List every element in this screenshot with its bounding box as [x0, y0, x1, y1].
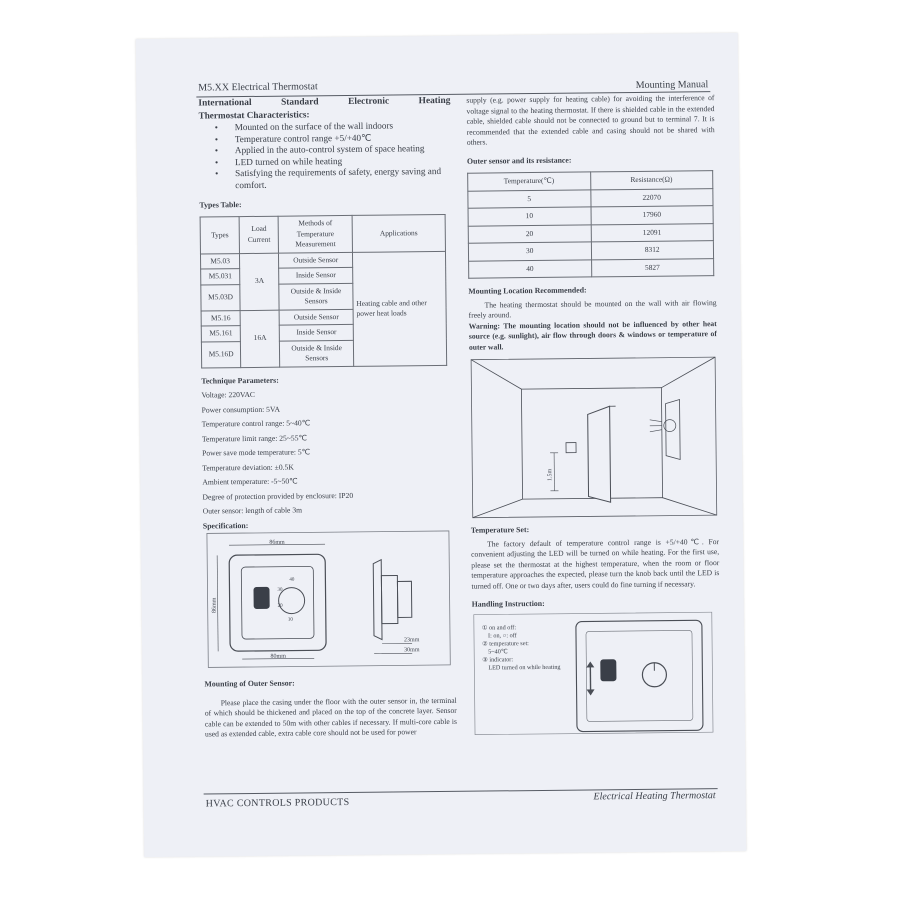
temperature-set-text: The factory default of temperature control range is +5/+40℃. For convenient adjusting the LED will be turned on while heating. For the first use, please set the thermostat at the highest temperature, when the room or floor temperature approaches the expected, please turn the knob back until the LED is turned off. One or two days after, users could do fine turning if necessary. — [471, 536, 720, 591]
table-row — [469, 258, 714, 278]
table-cell: M5.161 — [201, 326, 240, 342]
types-table-title: Types Table: — [199, 199, 242, 210]
table-header: Resistance(Ω) — [590, 171, 713, 190]
table-cell: Outside & Inside Sensors — [280, 340, 354, 367]
footer-right: Electrical Heating Thermostat — [593, 790, 716, 803]
feature-list — [199, 120, 452, 192]
outer-sensor-text: Please place the casing under the floor with the outer sensor in, the terminal of which should be thickened and placed on the top of the concrete layer. Sensor cable can be extended to 50m with other cables if necessary. If multi-core cable is used as extended cable, extra cable core should not be used for power — [204, 695, 457, 739]
warning-text: Warning: The mounting location should not be influenced by other heat source (e.g. sunlight), air flow through doors & windows or temperature of outer wall. — [468, 318, 717, 352]
resistance-title: Outer sensor and its resistance: — [466, 155, 572, 166]
table-cell: 8312 — [591, 241, 714, 260]
continuation-text: supply (e.g. power supply for heating cable) for avoiding the interference of voltage signal to the heating thermostat. If there is shielded cable in the extended cable, shielded cable should not be connected to ground but to terminal 7. It is recommended that the extended cable and casing should not be shared with others. — [466, 93, 715, 147]
specification-drawing — [203, 529, 456, 670]
dial-mark: 10 — [287, 617, 293, 623]
dim-height-label: 86mm — [211, 597, 218, 614]
tech-param: Temperature deviation: ±0.5K — [202, 462, 294, 473]
handling-panel — [472, 610, 721, 739]
dim-side-label: 30mm — [404, 647, 420, 654]
feature-item: • Mounted on the surface of the wall indoors — [199, 120, 451, 134]
tech-param: Temperature limit range: 25~55℃ — [201, 432, 308, 444]
table-row — [200, 215, 445, 254]
table-cell: Inside Sensor — [280, 324, 354, 340]
table-header: Types — [200, 217, 240, 254]
table-cell: M5.16D — [201, 341, 240, 367]
handling-item: ③ indicator: — [482, 655, 514, 664]
dial-mark: 20 — [277, 603, 283, 609]
dim-inner-label: 80mm — [270, 653, 286, 660]
table-cell: 16A — [240, 310, 280, 367]
feature-item: • LED turned on while heating — [199, 155, 451, 169]
table-cell: 10 — [468, 207, 591, 226]
table-cell: 5827 — [591, 258, 714, 277]
table-header: Applications — [352, 215, 446, 252]
tech-param: Ambient temperature: -5~50℃ — [202, 476, 298, 487]
feature-item: • Satisfying the requirements of safety, energy saving and comfort. — [199, 166, 451, 192]
table-cell: M5.03 — [200, 253, 239, 269]
outer-sensor-title: Mounting of Outer Sensor: — [204, 678, 295, 689]
left-column — [198, 96, 457, 740]
temperature-set-title: Temperature Set: — [470, 525, 530, 535]
manual-sheet — [136, 33, 747, 857]
table-cell: Outside Sensor — [279, 252, 353, 268]
main-title: International Standard Electronic Heating — [198, 95, 451, 109]
dim-depth-label: 23mm — [404, 637, 420, 644]
dial-mark: 30 — [277, 587, 283, 593]
handling-notes — [482, 623, 572, 672]
table-cell: Inside Sensor — [279, 267, 353, 283]
dim-width-label: 86mm — [269, 539, 285, 546]
dial-mark: 40 — [289, 577, 295, 583]
table-cell: 22070 — [590, 188, 713, 207]
feature-item: • Applied in the auto-control system of space heating — [199, 143, 451, 157]
tech-param: Voltage: 220VAC — [201, 390, 256, 400]
room-diagram — [469, 355, 719, 520]
tech-param: Power save mode temperature: 5℃ — [202, 447, 311, 458]
table-header: Load Current — [239, 216, 279, 253]
table-cell: 30 — [468, 242, 591, 261]
table-cell: Outside & Inside Sensors — [279, 283, 353, 310]
types-table — [200, 214, 448, 368]
handling-item: ① on and off: — [481, 623, 517, 632]
tech-param: Power consumption: 5VA — [201, 404, 281, 415]
handling-item: ② temperature set: — [482, 639, 529, 648]
table-header: Methods of Temperature Measurement — [278, 215, 352, 252]
handling-item: LED turned on while heating — [488, 663, 561, 672]
height-label: 1.5m — [547, 468, 554, 481]
table-cell: Heating cable and other power heat loads — [352, 251, 446, 366]
table-cell: 5 — [468, 189, 591, 208]
table-row — [200, 251, 445, 269]
table-cell: M5.031 — [201, 269, 240, 285]
table-cell: M5.03D — [201, 284, 240, 310]
technique-title: Technique Parameters: — [201, 375, 279, 386]
table-cell: 12091 — [591, 223, 714, 242]
tech-param: Temperature control range: 5~40℃ — [201, 418, 311, 429]
table-header: Temperature(℃) — [468, 172, 591, 191]
technique-list — [201, 388, 454, 517]
resistance-table — [467, 170, 714, 279]
table-cell: 40 — [469, 259, 592, 278]
header-left: M5.XX Electrical Thermostat — [198, 81, 318, 94]
table-cell: 17960 — [591, 206, 714, 225]
handling-title: Handling Instruction: — [471, 598, 545, 609]
location-text: The heating thermostat should be mounted on the wall with air flowing freely around. — [468, 297, 717, 320]
feature-item: • Temperature control range +5/+40℃ — [199, 131, 451, 145]
handling-item: I: on, ○: off — [487, 631, 517, 640]
tech-param: Outer sensor: length of cable 3m — [202, 505, 303, 516]
right-column — [466, 93, 721, 738]
table-cell: M5.16 — [201, 310, 240, 326]
handling-item: 5~40℃ — [488, 647, 508, 656]
header-right: Mounting Manual — [635, 79, 709, 91]
table-cell: Outside Sensor — [279, 309, 353, 325]
characteristics-title: Thermostat Characteristics: — [198, 108, 310, 121]
table-cell: 20 — [468, 224, 591, 243]
tech-param: Degree of protection provided by enclosure: IP20 — [202, 490, 354, 502]
location-title: Mounting Location Recommended: — [468, 285, 587, 296]
footer-left: HVAC CONTROLS PRODUCTS — [205, 796, 350, 810]
specification-title: Specification: — [202, 520, 249, 531]
table-cell: 3A — [240, 253, 280, 310]
